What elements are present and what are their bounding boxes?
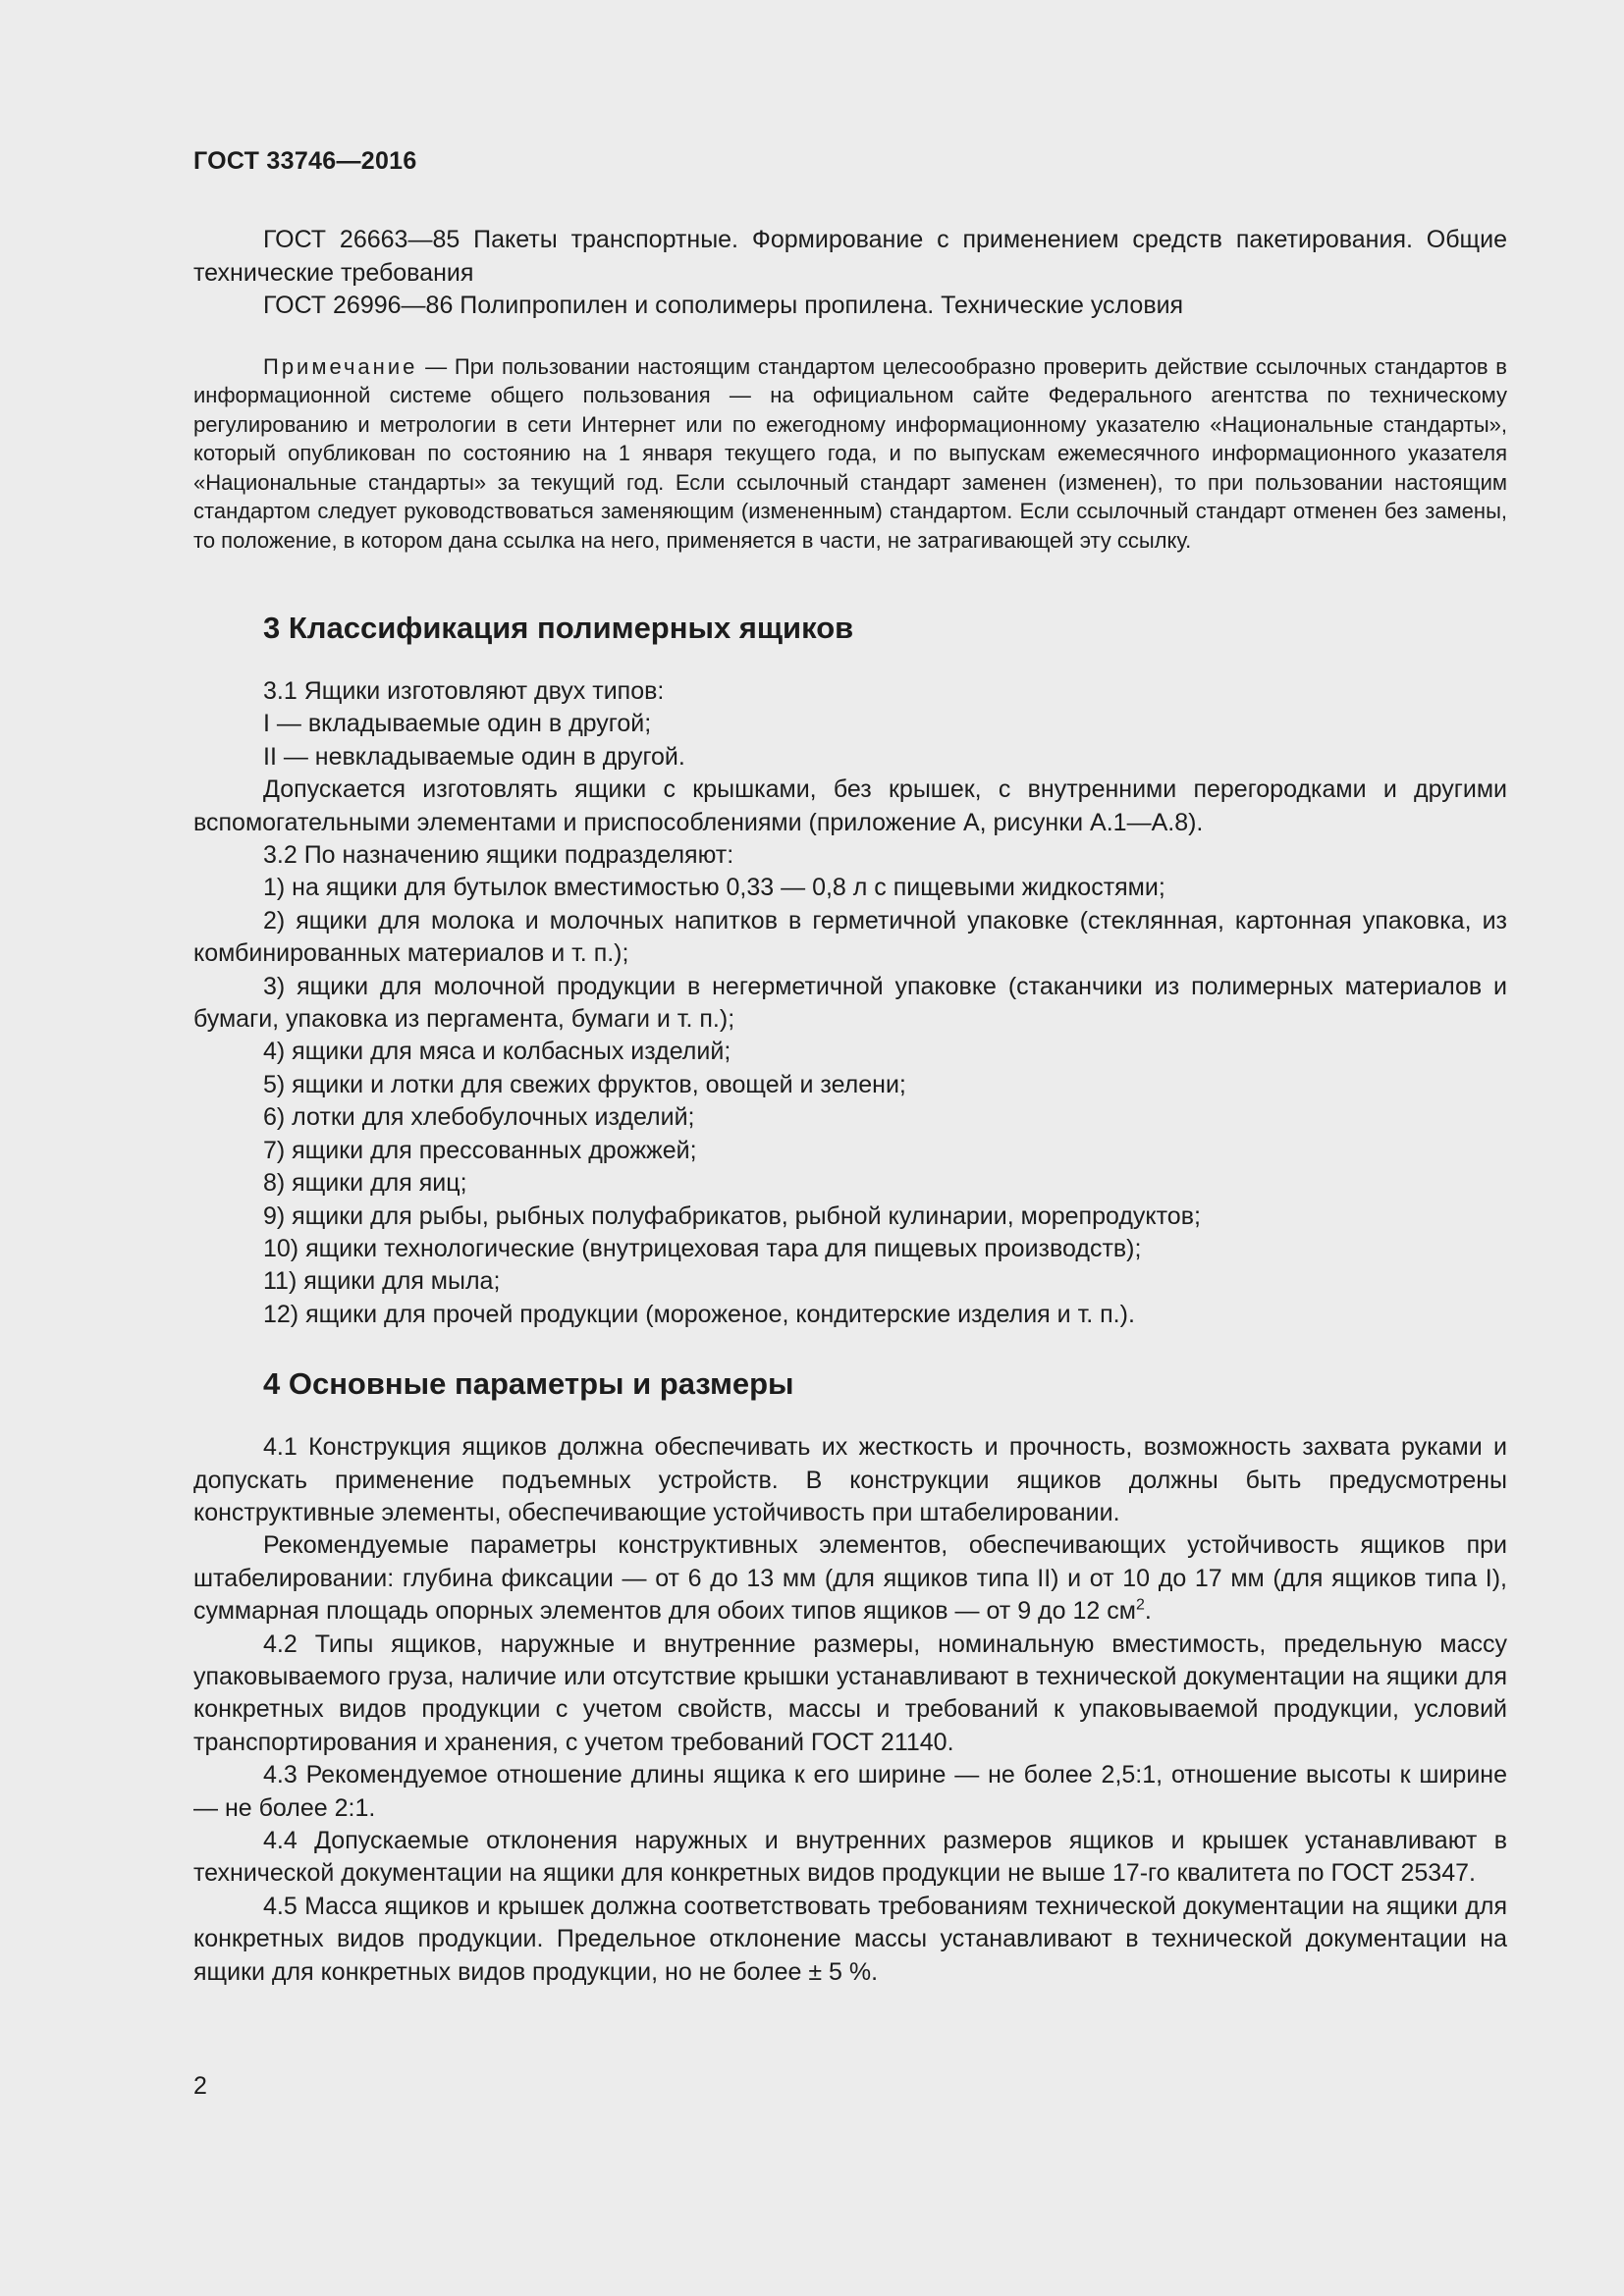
purpose-item: 9) ящики для рыбы, рыбных полуфабрикатов, рыбной кулинарии, морепродуктов; xyxy=(263,1201,1201,1230)
reference-gost-26996: ГОСТ 26996—86 Полипропилен и сополимеры пропилена. Технические условия xyxy=(263,292,1184,319)
note-label: Примечание xyxy=(263,353,418,379)
section-3-title: 3 Классификация полимерных ящиков xyxy=(263,611,854,645)
purpose-item: 5) ящики и лотки для свежих фруктов, овощей и зелени; xyxy=(263,1070,906,1098)
purpose-item: 3) ящики для молочной продукции в негерметичной упаковке (стаканчики из полимерных материалов и бумаги, упаковка из пергамента, бумаги и т. п.); xyxy=(193,972,1507,1034)
clause-3-2: 3.2 По назначению ящики подразделяют: xyxy=(263,841,734,870)
clause-4-2: 4.2 Типы ящиков, наружные и внутренние размеры, номинальную вместимость, предельную массу упаковываемого груза, наличие или отсутствие крышки устанавливают в технической документации на ящики для конкретных видов продукции с учетом свойств, массы и требований к упаковываемой продукции, условий транспортирования и хранения, с учетом требований ГОСТ 21140. xyxy=(193,1629,1507,1756)
reference-gost-26663: ГОСТ 26663—85 Пакеты транспортные. Формирование с применением средств пакетирования. Общие технические требования xyxy=(193,226,1507,287)
clause-4-1: 4.1 Конструкция ящиков должна обеспечивать их жесткость и прочность, возможность захвата руками и допускать применение подъемных устройств. В конструкции ящиков должны быть предусмотрены конструктивные элементы, обеспечивающие устойчивость при штабелировании. xyxy=(193,1433,1507,1526)
reference-note xyxy=(193,352,1507,556)
purpose-item: 6) лотки для хлебобулочных изделий; xyxy=(263,1103,695,1132)
clause-3-1: 3.1 Ящики изготовляют двух типов: xyxy=(263,677,665,705)
clause-4-1-recommended xyxy=(193,1529,1507,1628)
section-4-title: 4 Основные параметры и размеры xyxy=(263,1366,794,1402)
purpose-item: 11) ящики для мыла; xyxy=(263,1267,501,1296)
purpose-item: 2) ящики для молока и молочных напитков в герметичной упаковке (стеклянная, картонная упаковка, из комбинированных материалов и т. п.); xyxy=(193,906,1507,968)
type-1-line: I — вкладываемые один в другой; xyxy=(263,710,652,738)
clause-4-1-recommended-text: Рекомендуемые параметры конструктивных элементов, обеспечивающих устойчивость ящиков при штабелировании: глубина фиксации — от 6 до 13 мм (для ящиков типа II) и от 10 до 17 мм (для ящиков типа I), суммарная площадь опорных элементов для обоих типов ящиков — от 9 до 12 см xyxy=(193,1531,1507,1626)
superscript-2: 2 xyxy=(1135,1596,1145,1614)
purpose-item: 4) ящики для мяса и колбасных изделий; xyxy=(263,1038,731,1066)
document-code: ГОСТ 33746—2016 xyxy=(193,147,417,175)
purpose-item: 12) ящики для прочей продукции (мороженое, кондитерские изделия и т. п.). xyxy=(263,1300,1135,1328)
clause-4-1-recommended-end: . xyxy=(1144,1597,1152,1626)
purpose-item: 7) ящики для прессованных дрожжей; xyxy=(263,1136,697,1164)
page-number: 2 xyxy=(193,2072,207,2100)
purpose-item: 1) на ящики для бутылок вместимостью 0,33 — 0,8 л с пищевыми жидкостями; xyxy=(263,874,1165,902)
purpose-item: 8) ящики для яиц; xyxy=(263,1169,467,1198)
clause-4-3: 4.3 Рекомендуемое отношение длины ящика к его ширине — не более 2,5:1, отношение высоты к ширине — не более 2:1. xyxy=(193,1761,1507,1822)
purpose-item: 10) ящики технологические (внутрицеховая тара для пищевых производств); xyxy=(263,1234,1142,1262)
clause-4-4: 4.4 Допускаемые отклонения наружных и внутренних размеров ящиков и крышек устанавливают в технической документации на ящики для конкретных видов продукции не выше 17-го квалитета по ГОСТ 25347. xyxy=(193,1827,1507,1888)
type-2-line: II — невкладываемые один в другой. xyxy=(263,742,685,771)
allowed-paragraph: Допускается изготовлять ящики с крышками, без крышек, с внутренними перегородками и другими вспомогательными элементами и приспособлениями (приложение А, рисунки А.1—А.8). xyxy=(193,775,1507,836)
page-content xyxy=(193,224,1507,1989)
clause-4-5: 4.5 Масса ящиков и крышек должна соответствовать требованиям технической документации на ящики для конкретных видов продукции. Предельное отклонение массы устанавливают в технической документации на ящики для конкретных видов продукции, но не более ± 5 %. xyxy=(193,1892,1507,1986)
note-text: — При пользовании настоящим стандартом целесообразно проверить действие ссылочных стандартов в информационной системе общего пользования — на официальном сайте Федерального агентства по техническому регулированию и метрологии в сети Интернет или по ежегодному информационному указателю «Национальные стандарты», который опубликован по состоянию на 1 января текущего года, и по выпускам ежемесячного информационного указателя «Национальные стандарты» за текущий год. Если ссылочный стандарт заменен (изменен), то при пользовании настоящим стандартом следует руководствоваться заменяющим (измененным) стандартом. Если ссылочный стандарт отменен без замены, то положение, в котором дана ссылка на него, применяется в части, не затрагивающей эту ссылку. xyxy=(193,353,1507,553)
